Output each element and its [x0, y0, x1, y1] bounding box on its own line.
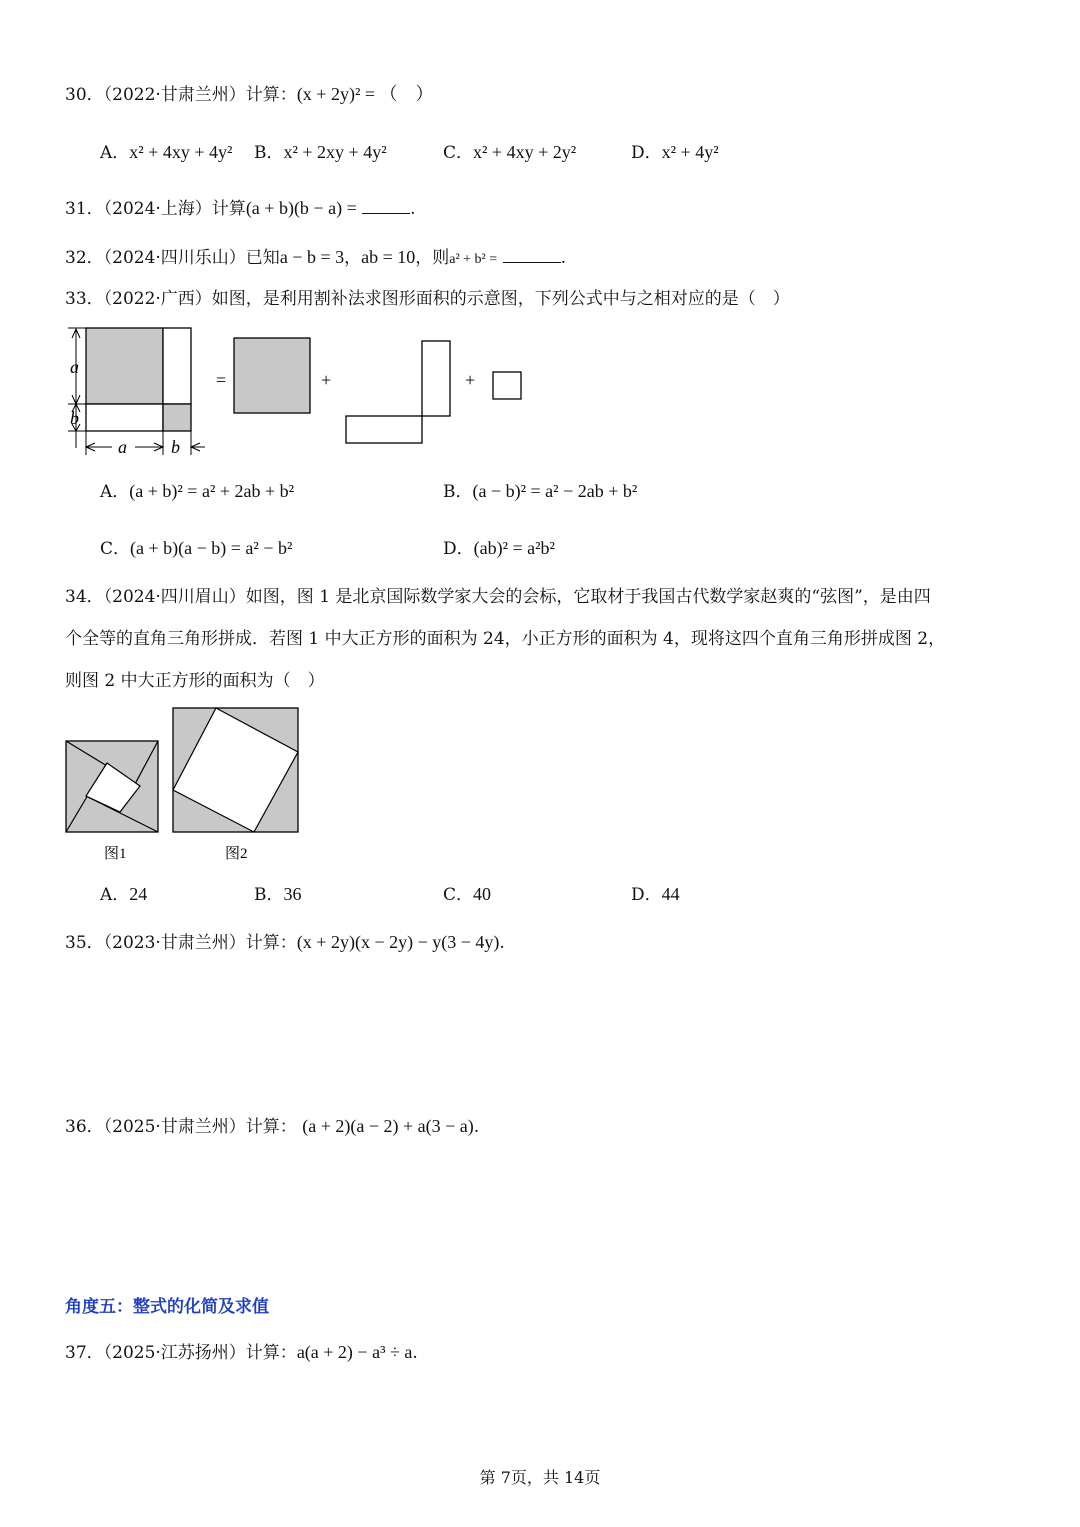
q34-option-d: D．44 — [631, 884, 680, 905]
q30-stem: 30．（2022·甘肃兰州）计算：(x + 2y)² = （ ） — [65, 84, 434, 105]
q33-stem: 33．（2022·广西）如图，是利用割补法求图形面积的示意图，下列公式中与之相对应的是（ ） — [65, 289, 790, 309]
q34-line-1: 34．（2024·四川眉山）如图，图 1 是北京国际数学家大会的会标，它取材于我国古代数学家赵爽的“弦图”，是由四 — [65, 587, 931, 607]
q35: 35．（2023·甘肃兰州）计算：(x + 2y)(x − 2y) − y(3 − 4y). — [65, 932, 505, 953]
q33-option-c: C．(a + b)(a − b) = a² − b² — [100, 538, 293, 559]
q36: 36．（2025·甘肃兰州）计算： (a + 2)(a − 2) + a(3 − a). — [65, 1116, 480, 1137]
q34-option-c: C．40 — [443, 884, 492, 905]
q33-fig-label-b-vertical: b — [70, 408, 79, 428]
section-heading: 角度五：整式的化简及求值 — [65, 1297, 269, 1317]
q36-expression: (a + 2)(a − 2) + a(3 − a) — [302, 1116, 474, 1136]
q33-fig-plus: + — [321, 370, 332, 390]
q33-fig-plus: + — [465, 370, 476, 390]
q33-option-a: A．(a + b)² = a² + 2ab + b² — [100, 481, 295, 502]
q34-fig2-caption: 图2 — [225, 846, 248, 862]
q30-option-b: B．x² + 2xy + 4y² — [254, 142, 387, 163]
q33-fig-label-b-horizontal: b — [171, 437, 180, 457]
q34-option-b: B．36 — [254, 884, 302, 905]
q37-expression: a(a + 2) − a³ ÷ a — [296, 1342, 413, 1362]
q30-option-a: A．x² + 4xy + 4y² — [100, 142, 233, 163]
q30-option-d: D．x² + 4y² — [631, 142, 719, 163]
q33-fig-label-a-horizontal: a — [118, 437, 127, 457]
q34-fig1-caption: 图1 — [104, 846, 127, 862]
q33-option-b: B．(a − b)² = a² − 2ab + b² — [443, 481, 638, 502]
q30-option-c: C．x² + 4xy + 2y² — [443, 142, 577, 163]
q31-expression: (a + b)(b − a) = — [245, 198, 357, 218]
q33-option-d: D．(ab)² = a²b² — [443, 538, 555, 559]
q33-fig-label-a-vertical: a — [70, 357, 79, 377]
q31: 31．（2024·上海）计算(a + b)(b − a) = . — [65, 198, 416, 219]
q30-expression: (x + 2y)² = （ ） — [296, 84, 434, 104]
q34-line-3: 则图 2 中大正方形的面积为（ ） — [65, 671, 325, 691]
q34-option-a: A．24 — [100, 884, 148, 905]
page-number: 第 7页，共 14页 — [479, 1468, 601, 1487]
q37: 37．（2025·江苏扬州）计算：a(a + 2) − a³ ÷ a. — [65, 1342, 418, 1363]
q35-expression: (x + 2y)(x − 2y) − y(3 − 4y) — [296, 932, 500, 952]
q34-line-2: 个全等的直角三角形拼成．若图 1 中大正方形的面积为 24，小正方形的面积为 4，现将这四个直角三角形拼成图 2， — [65, 629, 946, 649]
q32: 32．（2024·四川乐山）已知a − b = 3，ab = 10，则a² + b² = . — [65, 247, 566, 268]
q33-fig-equals: = — [216, 370, 227, 390]
